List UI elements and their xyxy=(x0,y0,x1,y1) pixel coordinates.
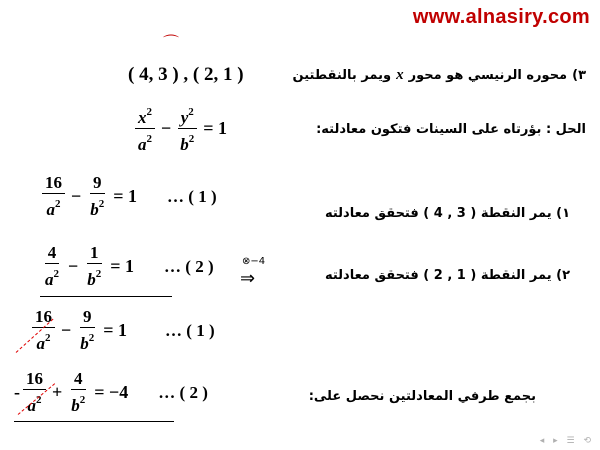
leading-sign: - xyxy=(14,382,20,402)
power: 2 xyxy=(188,133,195,145)
equation-1 xyxy=(40,174,217,219)
problem-number: ٣) xyxy=(572,68,586,83)
fraction-x2-a2 xyxy=(135,103,155,154)
equation-label: … ( 1 ) xyxy=(165,320,215,340)
step-2-text: ٢) يمر النقطة ( 1 , 2 ) فتحقق معادلته xyxy=(324,268,570,283)
equation-label: … ( 1 ) xyxy=(167,186,217,206)
fraction-1-b2: $\frac{1}{b^2}$ xyxy=(87,243,102,289)
fraction-9-b2: $\frac{9}{b^2}$ xyxy=(80,307,95,353)
fraction-16-a2: $\frac{16}{a^2}$ xyxy=(32,308,55,353)
variable-x: x xyxy=(396,67,404,83)
equation-2 xyxy=(40,244,214,289)
equation-rhs: = −4 xyxy=(94,382,129,402)
equation-rhs: = 1 xyxy=(113,186,138,206)
minus-sign: − xyxy=(68,256,79,276)
equation-rhs: = 1 xyxy=(203,118,228,138)
numerator: 16 xyxy=(42,174,65,194)
numerator: 4 xyxy=(45,244,60,264)
fraction-16-a2: $\frac{16}{a^2}$ xyxy=(23,370,46,415)
numerator: 9 xyxy=(80,308,95,328)
minus-sign: − xyxy=(61,320,72,340)
problem-points: ( 4, 3 ) , ( 2, 1 ) xyxy=(128,64,244,85)
numerator: y xyxy=(180,108,189,127)
problem-statement xyxy=(293,67,586,84)
numerator: 1 xyxy=(87,244,102,264)
slide-nav-controls[interactable]: ◂ ▸ ☰ ⟲ xyxy=(539,436,594,446)
power: 2 xyxy=(146,106,152,118)
fraction-16-a2: $\frac{16}{a^2}$ xyxy=(42,174,65,219)
site-watermark: www.alnasiry.com xyxy=(412,6,590,28)
power: 2 xyxy=(146,133,152,145)
fraction-y2-b2 xyxy=(177,103,197,154)
minus-sign: − xyxy=(71,186,82,206)
problem-text-2: ويمر بالنقطتين xyxy=(292,68,392,83)
equation-label: … ( 2 ) xyxy=(158,382,208,402)
equation-label: … ( 2 ) xyxy=(164,256,214,276)
general-equation xyxy=(133,103,227,154)
solution-line: الحل : بؤرتاه على السينات فتكون معادلته: xyxy=(316,122,586,137)
problem-text: محوره الرنيسي هو محور xyxy=(408,68,568,83)
denominator: b xyxy=(180,135,189,154)
equation-rhs: = 1 xyxy=(103,320,128,340)
sum-instruction: بجمع طرفي المعادلتين نحصل على: xyxy=(308,389,536,404)
equation-rhs: = 1 xyxy=(110,256,135,276)
numerator: x xyxy=(138,108,147,127)
multiplier-note: ⊗−4 xyxy=(242,256,266,267)
power: 2 xyxy=(188,106,194,118)
fraction-4-b2: $\frac{4}{b^2}$ xyxy=(71,369,86,415)
fraction-9-b2: $\frac{9}{b^2}$ xyxy=(90,173,105,219)
step-1-text: ١) يمر النقطة ( 3 , 4 ) فتحقق معادلته xyxy=(324,206,570,221)
plus-sign: + xyxy=(52,382,63,402)
numerator: 16 xyxy=(32,308,55,328)
numerator: 4 xyxy=(71,370,86,390)
numerator: 9 xyxy=(90,174,105,194)
divider-line-1 xyxy=(40,296,172,297)
minus-sign: − xyxy=(161,118,172,138)
equation-1-repeat xyxy=(30,308,215,353)
decorative-caret: ⌒ xyxy=(163,35,180,52)
denominator: a xyxy=(138,135,147,154)
fraction-4-a2: $\frac{4}{a^2}$ xyxy=(45,243,59,289)
implies-arrow: ⇒ xyxy=(240,268,256,288)
divider-line-2 xyxy=(14,421,174,422)
numerator: 16 xyxy=(23,370,46,390)
